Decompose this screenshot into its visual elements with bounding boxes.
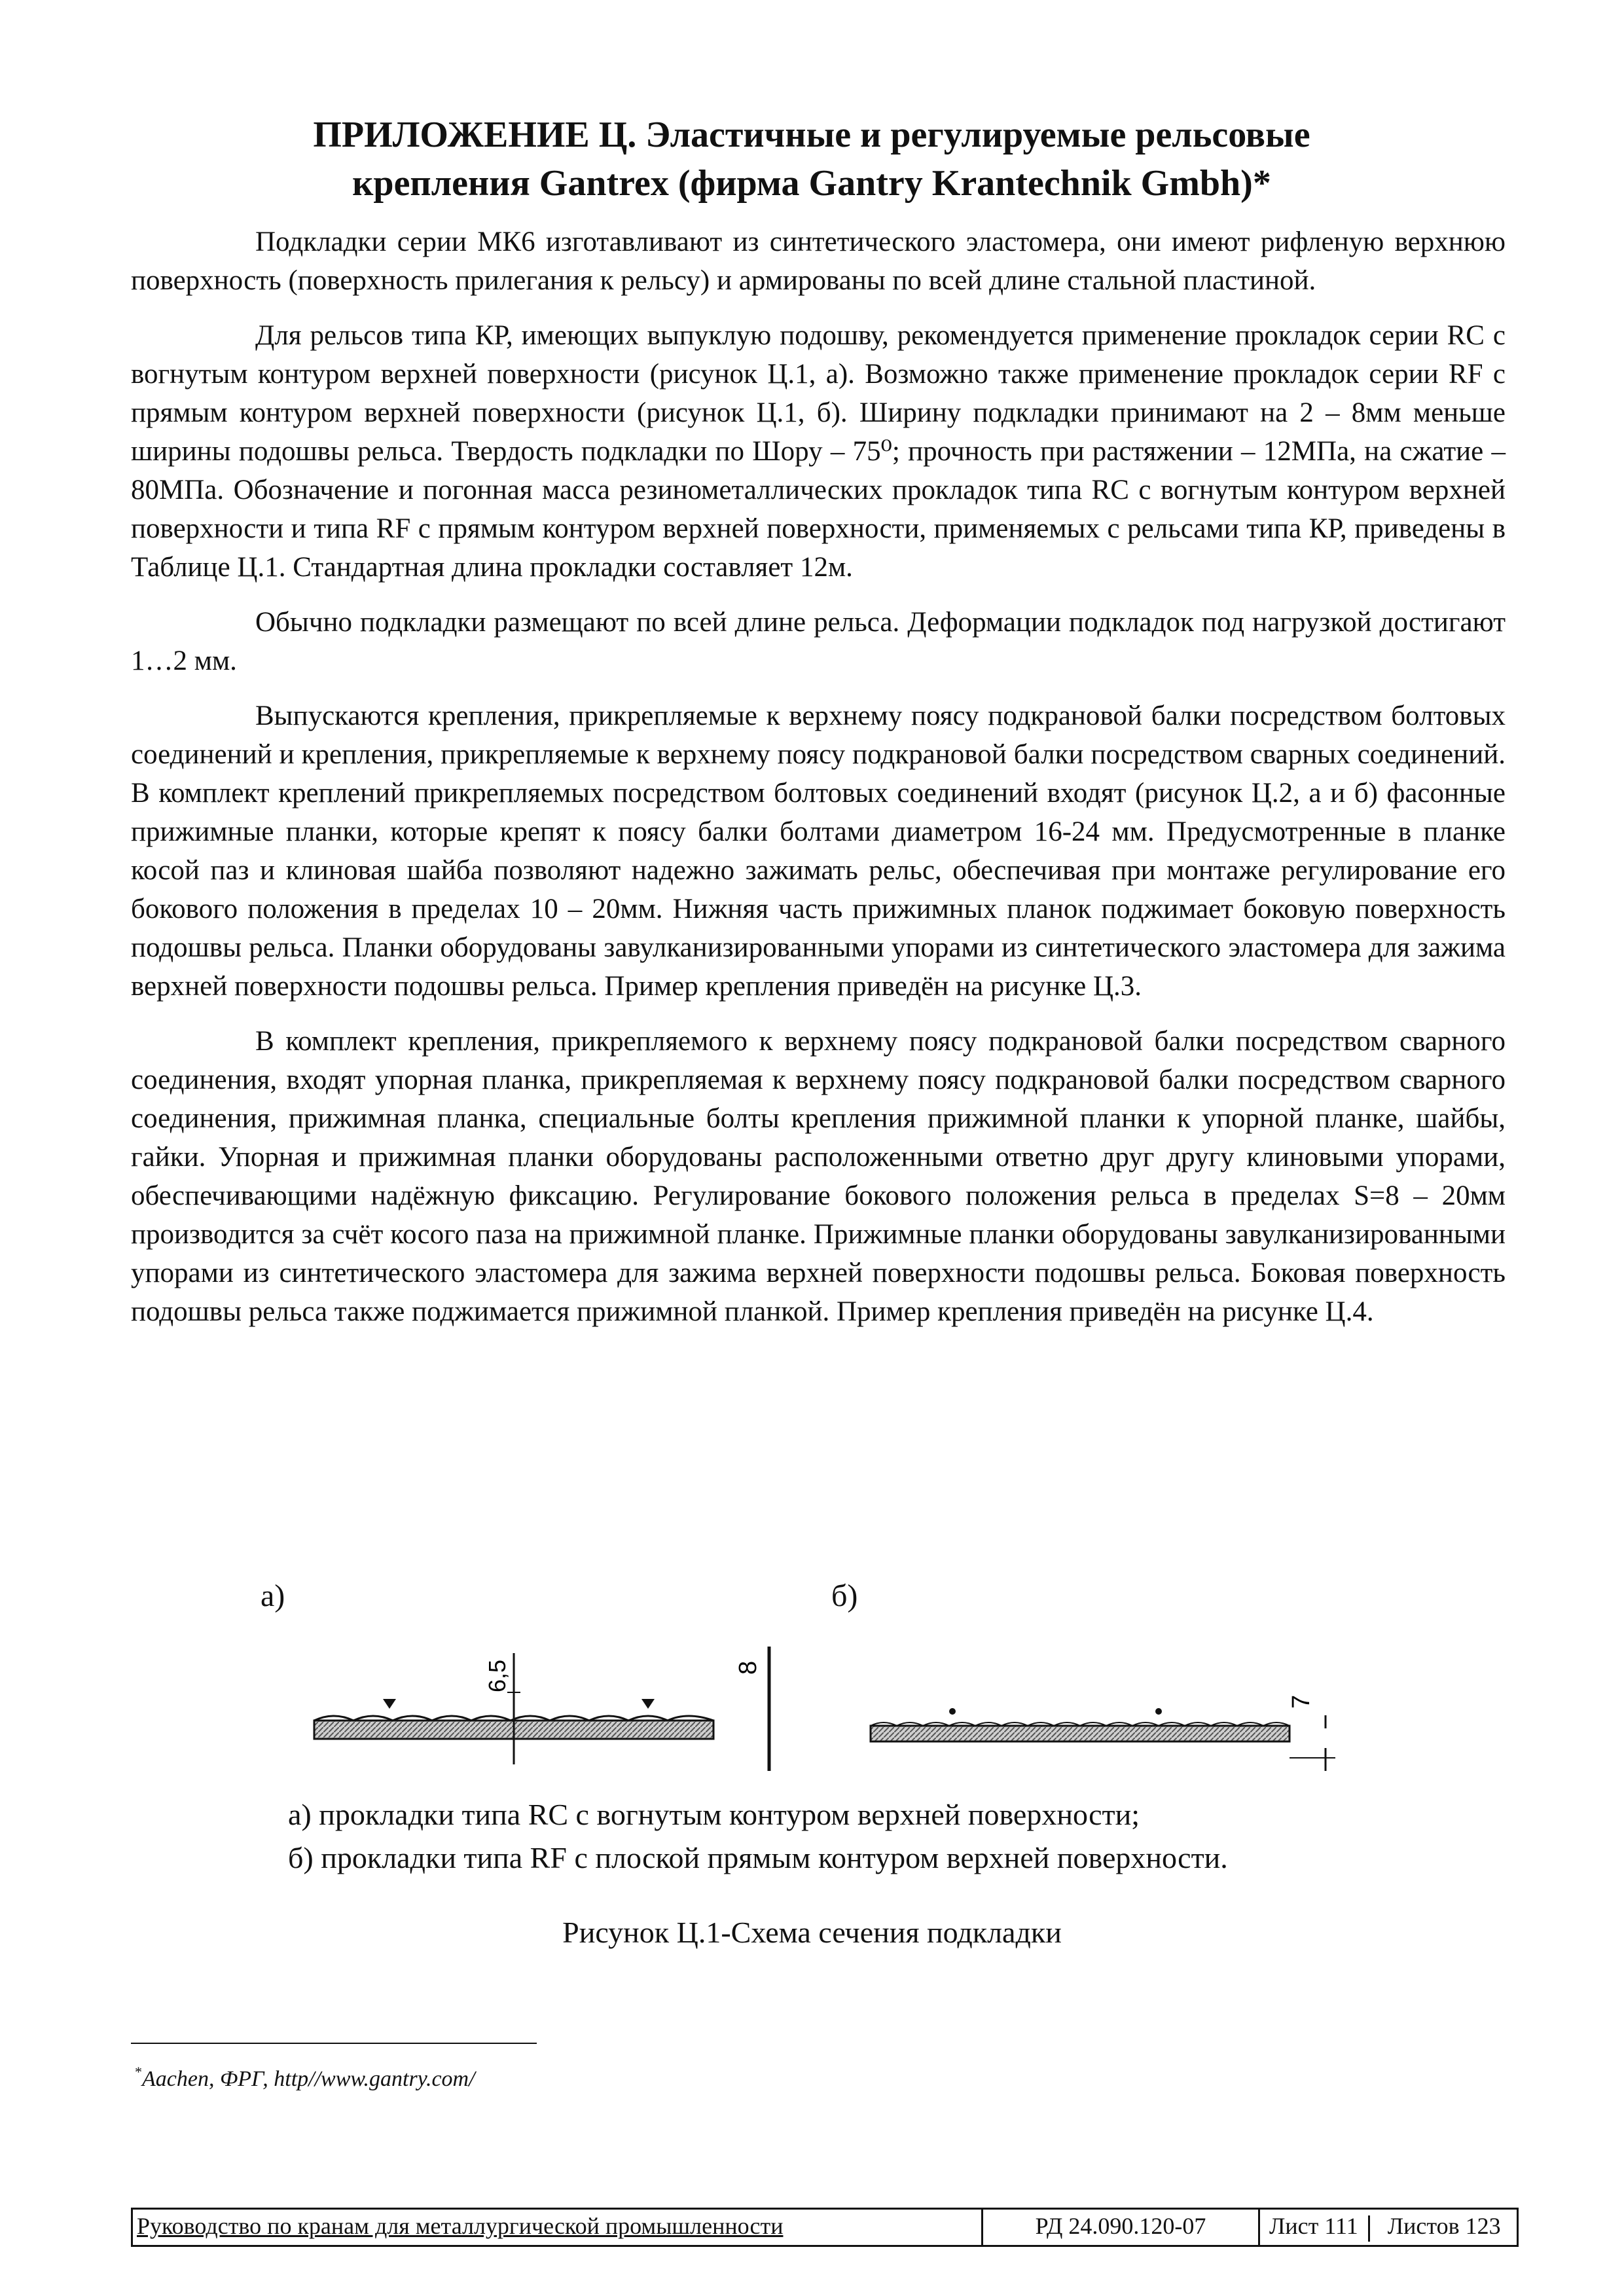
figure-label-a: а)	[261, 1578, 285, 1613]
footnote	[135, 2064, 475, 2092]
pad-rc-centerline	[383, 1653, 655, 1764]
figure-caption-b: б) прокладки типа RF с плоской прямым контуром верхней поверхности.	[288, 1841, 1228, 1874]
body-text	[131, 223, 1506, 1331]
appendix-title-line-2: крепления Gantrex (фирма Gantry Krantechnik Gmbh)*	[352, 163, 1271, 204]
figure-title: Рисунок Ц.1-Схема сечения подкладки	[562, 1916, 1062, 1949]
paragraph-kr-rails: Для рельсов типа КР, имеющих выпуклую подошву, рекомендуется применение прокладок серии RC с вогнутым контуром верхней поверхности (рисунок Ц.1, а). Возможно также применение прокладок серии RF с прямым контуром верхней поверхности (рисунок Ц.1, б). Ширину подкладки принимают на 2 – 8мм меньше ширины подошвы рельса. Твердость подкладки по Шору – 75⁰; прочность при растяжении – 12МПа, на сжатие – 80МПа. Обозначение и погонная масса резинометаллических прокладок типа RC с вогнутым контуром верхней поверхности и типа RF с прямым контуром верхней поверхности, применяемых с рельсами типа КР, приведены в Таблице Ц.1. Стандартная длина прокладки составляет 12м.	[131, 320, 1506, 583]
dimension-rc-height	[734, 1647, 769, 1771]
pad-rf-section	[871, 1708, 1290, 1741]
footer-document-title: Руководство по кранам для металлургической промышленности	[133, 2210, 983, 2245]
paragraph-welded-fastening: В комплект крепления, прикрепляемого к верхнему поясу подкрановой балки посредством сварного соединения, входят упорная планка, прикрепляемая к верхнему поясу подкрановой балки посредством сварного соединения, прижимная планка, специальные болты крепления прижимной планки к упорной планке, шайбы, гайки. Упорная и прижимная планки оборудованы расположенными ответно друг другу клиновыми упорами, обеспечивающими надёжную фиксацию. Регулирование бокового положения рельса в пределах S=8 – 20мм производится за счёт косого паза на прижимной планке. Прижимные планки оборудованы завулканизированными упорами из синтетического эластомера для зажима верхней поверхности подошвы рельса. Боковая поверхность подошвы рельса также поджимается прижимной планкой. Пример крепления приведён на рисунке Ц.4.	[131, 1026, 1506, 1327]
dimension-rc-thickness: 6,5	[484, 1659, 511, 1692]
figure-label-b: б)	[831, 1578, 858, 1613]
appendix-title-line-1: ПРИЛОЖЕНИЕ Ц. Эластичные и регулируемые рельсовые	[313, 115, 1310, 155]
dimension-rf-height-value: 7	[1288, 1694, 1315, 1709]
paragraph-mk6: Подкладки серии МК6 изготавливают из синтетического эластомера, они имеют рифленую верхнюю поверхность (поверхность прилегания к рельсу) и армированы по всей длине стальной пластиной.	[131, 227, 1506, 296]
footer-document-code: РД 24.090.120-07	[983, 2210, 1260, 2245]
paragraph-placement: Обычно подкладки размещают по всей длине рельса. Деформации подкладок под нагрузкой достигают 1…2 мм.	[131, 607, 1506, 676]
footer-sheet-info	[1260, 2210, 1517, 2245]
dimension-rc-height-value: 8	[734, 1660, 762, 1675]
footer-sheets-total: Листов 123	[1387, 2213, 1501, 2239]
dimension-rf-height	[1288, 1695, 1335, 1771]
paragraph-bolted-fastening: Выпускаются крепления, прикрепляемые к верхнему поясу подкрановой балки посредством болтовых соединений и крепления, прикрепляемые к верхнему поясу подкрановой балки посредством сварных соединений. В комплект креплений прикрепляемых посредством болтовых соединений входят (рисунок Ц.2, а и б) фасонные прижимные планки, которые крепят к поясу балки болтами диаметром 16-24 мм. Предусмотренные в планке косой паз и клиновая шайба позволяют надежно зажимать рельс, обеспечивая при монтаже регулирование его бокового положения в пределах 10 – 20мм. Нижняя часть прижимных планок поджимает боковую поверхность подошвы рельса. Планки оборудованы завулканизированными упорами из синтетического эластомера для зажима верхней поверхности подошвы рельса. Пример крепления приведён на рисунке Ц.3.	[131, 701, 1506, 1002]
footer-sheet-number: Лист 111	[1269, 2213, 1358, 2239]
footnote-text: Aachen, ФРГ, http//www.gantry.com/	[142, 2067, 475, 2091]
figure-caption-a: а) прокладки типа RC с вогнутым контуром верхней поверхности;	[288, 1798, 1140, 1831]
title-block-footer	[131, 2208, 1519, 2247]
footnote-divider	[131, 2043, 537, 2044]
footnote-mark: *	[135, 2064, 142, 2080]
